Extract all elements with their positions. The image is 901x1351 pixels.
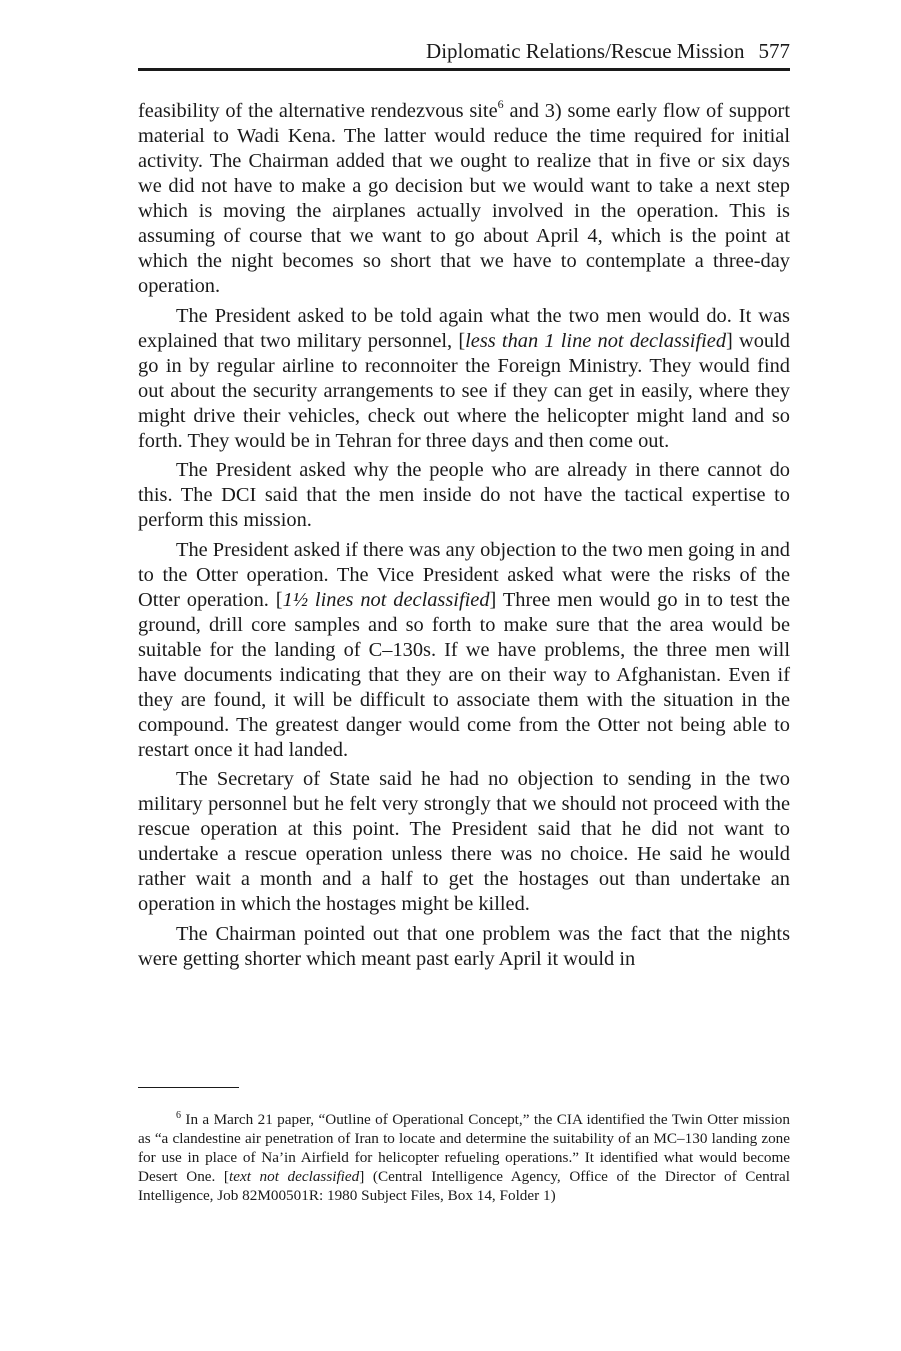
footnote-marker: 6	[176, 1109, 181, 1121]
paragraph: The President asked to be told again what the two men would do. It was explained that two military personnel, [less than 1 line not declassified] would go in by regular airline to reconnoiter the Foreign Ministry. They would find out about the security arrangements to see if they can get in easily, where they might drive their vehicles, check out where the helicopter might land and so forth. They would be in Tehran for three days and then come out.	[138, 304, 790, 452]
footnote: $^6$ In a March 21 paper, “Outline of Operational Concept,” the CIA identified the Twin Otter mission as “a clandestine air penetration of Iran to locate and determine the suitability of an MC–130 landing zone for use in place of Na’in Airfield for helicopter refueling operations.” It identified what would become Desert One. [text not declassified] (Central Intelligence Agency, Office of the Director of Central Intelligence, Job 82M00501R: 1980 Subject Files, Box 14, Folder 1)	[138, 1109, 790, 1204]
footnote-reference[interactable]: 6	[497, 97, 504, 112]
paragraph-continued: feasibility of the alternative rendezvous site$^6$ and 3) some early flow of support material to Wadi Kena. The latter would reduce the time required for initial activity. The Chairman added that we ought to realize that in five or six days we did not have to make a go decision but we would want to take a next step which is moving the airplanes actually involved in the operation. This is assuming of course that we want to go about April 4, which is the point at which the night becomes so short that we have to contemplate a three-day operation.	[138, 97, 791, 297]
footnote-rule	[138, 1087, 239, 1088]
body-text	[138, 99, 790, 976]
paragraph: The President asked why the people who are already in there cannot do this. The DCI said that the men inside do not have the tactical expertise to perform this mission.	[138, 459, 790, 531]
paragraph: The Chairman pointed out that one problem was the fact that the nights were getting shorter which meant past early April it would in	[138, 922, 790, 970]
page-number: 577	[758, 39, 790, 63]
not-declassified-note: less than 1 line not declassified	[465, 329, 727, 352]
running-title: Diplomatic Relations/Rescue Mission	[426, 39, 745, 63]
not-declassified-note: 1½ lines not declassified	[282, 588, 490, 611]
not-declassified-note: text not declassified	[229, 1168, 360, 1185]
paragraph: The President asked if there was any objection to the two men going in and to the Otter operation. The Vice President asked what were the risks of the Otter operation. [1½ lines not declassified] Three men would go in to test the ground, drill core samples and so forth to make sure that the area would be suitable for the landing of C–130s. If we have problems, the three men will have documents indicating that they are on their way to Afghanistan. Even if they are found, it will be difficult to associate them with the situation in the compound. The greatest danger would come from the Otter not being able to restart once it had landed.	[138, 538, 791, 761]
running-header	[138, 36, 790, 66]
header-rule	[138, 68, 790, 71]
paragraph: The Secretary of State said he had no objection to sending in the two military personnel but he felt very strongly that we should not proceed with the rescue operation at this point. The President said that he did not want to undertake a rescue operation unless there was no choice. He said he would rather wait a month and a half to get the hostages out than undertake an operation in which the hostages might be killed.	[138, 768, 790, 915]
